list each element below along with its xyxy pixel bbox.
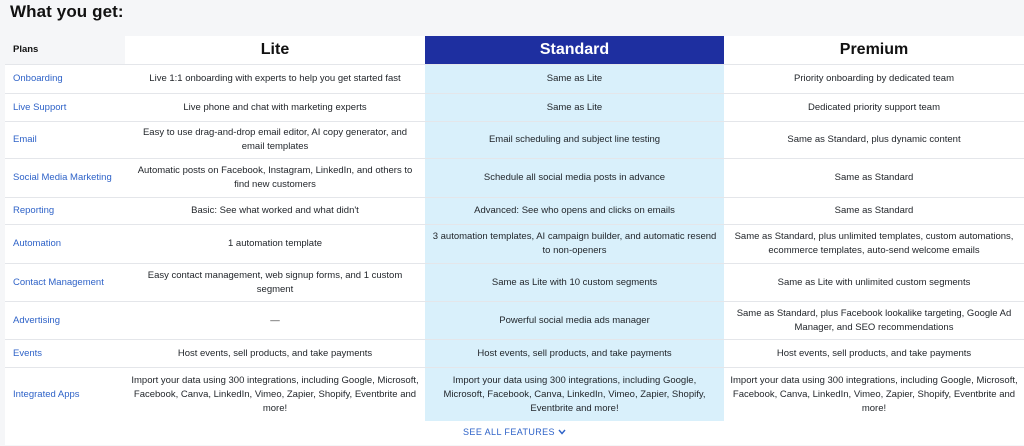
- table-row: [5, 94, 1024, 122]
- premium-cell: Same as Standard: [724, 198, 1024, 225]
- standard-cell: Email scheduling and subject line testing: [425, 122, 724, 159]
- premium-cell: Same as Standard, plus dynamic content: [724, 122, 1024, 159]
- feature-link[interactable]: Email: [5, 122, 125, 159]
- standard-cell: Same as Lite with 10 custom segments: [425, 264, 724, 302]
- table-row: [5, 340, 1024, 368]
- standard-cell: 3 automation templates, AI campaign builder, and automatic resend to non-openers: [425, 225, 724, 264]
- lite-cell: —: [125, 302, 425, 340]
- plan-header-premium: Premium: [724, 36, 1024, 65]
- table-row: [5, 264, 1024, 302]
- lite-cell: Easy contact management, web signup forms, and 1 custom segment: [125, 264, 425, 302]
- lite-cell: 1 automation template: [125, 225, 425, 264]
- see-all-features-label: SEE ALL FEATURES: [463, 427, 555, 437]
- table-row: [5, 159, 1024, 198]
- plan-header-lite: Lite: [125, 36, 425, 65]
- premium-cell: Same as Standard: [724, 159, 1024, 198]
- plans-column-header: Plans: [5, 36, 125, 65]
- lite-cell: Automatic posts on Facebook, Instagram, LinkedIn, and others to find new customers: [125, 159, 425, 198]
- feature-link[interactable]: Onboarding: [5, 65, 125, 94]
- lite-cell: Basic: See what worked and what didn't: [125, 198, 425, 225]
- feature-link[interactable]: Live Support: [5, 94, 125, 122]
- standard-cell: Host events, sell products, and take payments: [425, 340, 724, 368]
- standard-cell: Schedule all social media posts in advance: [425, 159, 724, 198]
- feature-link[interactable]: Automation: [5, 225, 125, 264]
- table-header-row: [5, 36, 1024, 65]
- lite-cell: Import your data using 300 integrations, including Google, Microsoft, Facebook, Canva, LinkedIn, Vimeo, Zapier, Shopify, Eventbrite and more!: [125, 368, 425, 423]
- premium-cell: Import your data using 300 integrations, including Google, Microsoft, Facebook, Canva, LinkedIn, Vimeo, Zapier, Shopify, Eventbrite and more!: [724, 368, 1024, 423]
- feature-link[interactable]: Integrated Apps: [5, 368, 125, 423]
- feature-link[interactable]: Advertising: [5, 302, 125, 340]
- see-all-features-link[interactable]: [463, 427, 566, 437]
- feature-link[interactable]: Events: [5, 340, 125, 368]
- lite-cell: Live phone and chat with marketing experts: [125, 94, 425, 122]
- page-title: What you get:: [10, 2, 124, 21]
- premium-cell: Same as Lite with unlimited custom segments: [724, 264, 1024, 302]
- premium-cell: Same as Standard, plus unlimited templates, custom automations, ecommerce templates, auto-send welcome emails: [724, 225, 1024, 264]
- premium-cell: Host events, sell products, and take payments: [724, 340, 1024, 368]
- standard-cell: Powerful social media ads manager: [425, 302, 724, 340]
- premium-cell: Dedicated priority support team: [724, 94, 1024, 122]
- lite-cell: Easy to use drag-and-drop email editor, AI copy generator, and email templates: [125, 122, 425, 159]
- table-row: [5, 368, 1024, 423]
- premium-cell: Same as Standard, plus Facebook lookalike targeting, Google Ad Manager, and SEO recommendations: [724, 302, 1024, 340]
- table-row: [5, 225, 1024, 264]
- table-row: [5, 198, 1024, 225]
- table-row: [5, 65, 1024, 94]
- feature-link[interactable]: Social Media Marketing: [5, 159, 125, 198]
- standard-cell: Import your data using 300 integrations, including Google, Microsoft, Facebook, Canva, LinkedIn, Vimeo, Zapier, Shopify, Eventbrite and more!: [425, 368, 724, 423]
- comparison-table-wrapper: [5, 36, 1024, 423]
- standard-cell: Advanced: See who opens and clicks on emails: [425, 198, 724, 225]
- premium-cell: Priority onboarding by dedicated team: [724, 65, 1024, 94]
- lite-cell: Host events, sell products, and take payments: [125, 340, 425, 368]
- lite-cell: Live 1:1 onboarding with experts to help you get started fast: [125, 65, 425, 94]
- table-footer: [5, 421, 1024, 445]
- standard-cell: Same as Lite: [425, 65, 724, 94]
- plan-comparison-table: [5, 36, 1024, 423]
- chevron-down-icon: [558, 427, 566, 437]
- feature-link[interactable]: Contact Management: [5, 264, 125, 302]
- table-row: [5, 302, 1024, 340]
- feature-link[interactable]: Reporting: [5, 198, 125, 225]
- table-row: [5, 122, 1024, 159]
- plan-header-standard: Standard: [425, 36, 724, 65]
- standard-cell: Same as Lite: [425, 94, 724, 122]
